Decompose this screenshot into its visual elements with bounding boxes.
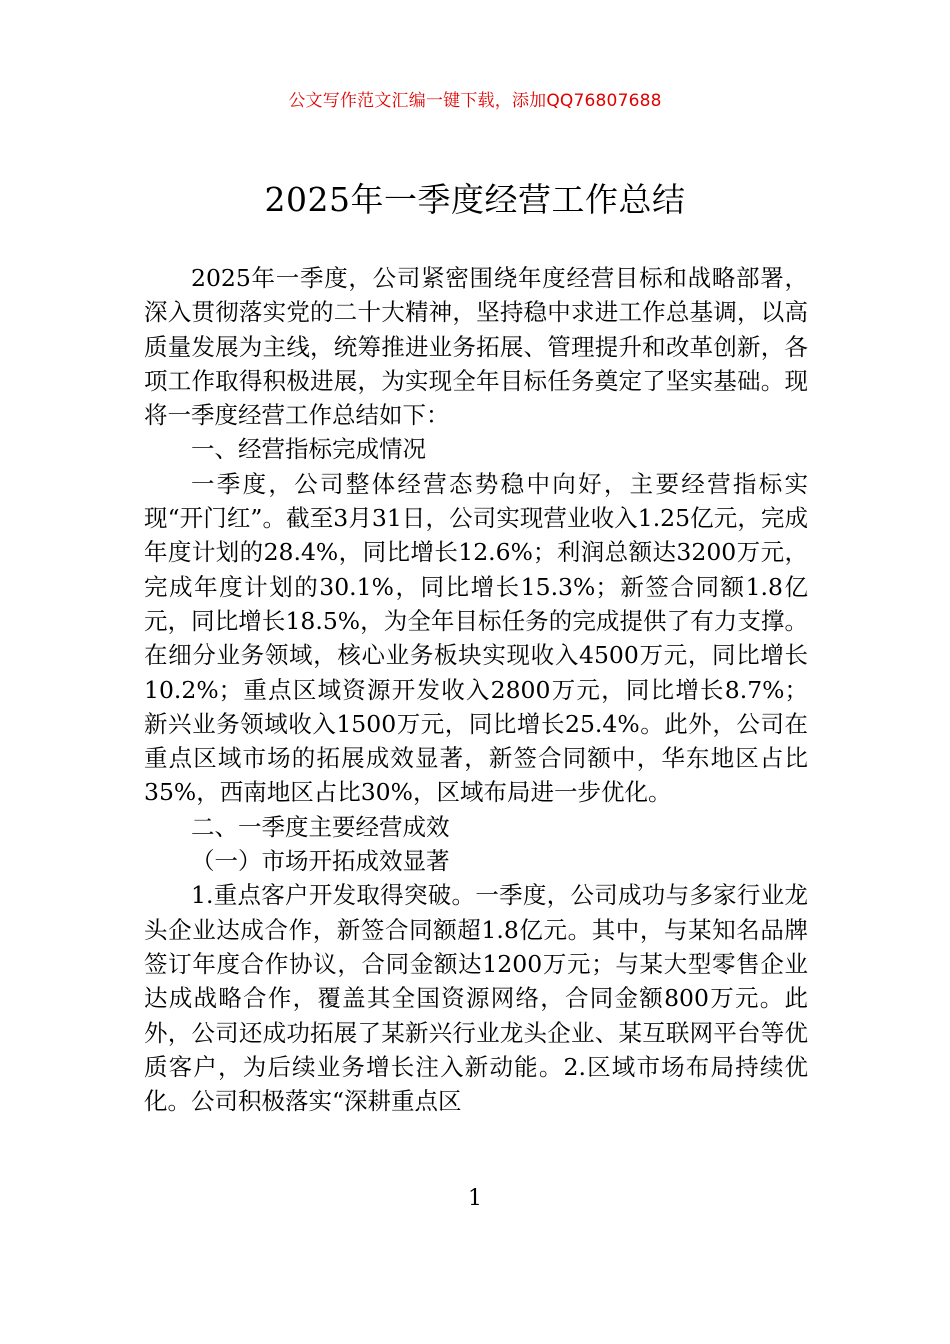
section-heading-2: 二、一季度主要经营成效 xyxy=(191,812,450,841)
market-paragraph: 1.重点客户开发取得突破。一季度，公司成功与多家行业龙头企业达成合作，新签合同额超1.8亿元。其中，与某知名品牌签订年度合作协议，合同金额达1200万元；与某大型零售企业达成战略合作，覆盖其全国资源网络，合同金额800万元。此外，公司还成功拓展了某新兴行业龙头企业、某互联网平台等优质客户，为后续业务增长注入新动能。2.区域市场布局持续优化。公司积极落实“深耕重点区 xyxy=(144,881,808,1116)
watermark-banner: 公文写作范文汇编一键下载，添加QQ76807688 xyxy=(288,91,662,111)
page-number: 1 xyxy=(468,1186,482,1211)
document-body xyxy=(144,261,808,1118)
section-heading-1: 一、经营指标完成情况 xyxy=(191,435,426,464)
document-title: 2025年一季度经营工作总结 xyxy=(264,180,686,219)
indicators-paragraph: 一季度，公司整体经营态势稳中向好，主要经营指标实现“开门红”。截至3月31日，公司实现营业收入1.25亿元，完成年度计划的28.4%，同比增长12.6%；利润总额达3200万元，完成年度计划的30.1%，同比增长15.3%；新签合同额1.8亿元，同比增长18.5%，为全年目标任务的完成提供了有力支撑。在细分业务领域，核心业务板块实现收入4500万元，同比增长10.2%；重点区域资源开发收入2800万元，同比增长8.7%；新兴业务领域收入1500万元，同比增长25.4%。此外，公司在重点区域市场的拓展成效显著，新签合同额中，华东地区占比35%，西南地区占比30%，区域布局进一步优化。 xyxy=(144,469,808,807)
subsection-heading-1: （一）市场开拓成效显著 xyxy=(191,847,450,876)
intro-paragraph: 2025年一季度，公司紧密围绕年度经营目标和战略部署，深入贯彻落实党的二十大精神，坚持稳中求进工作总基调，以高质量发展为主线，统筹推进业务拓展、管理提升和改革创新，各项工作取得积极进展，为实现全年目标任务奠定了坚实基础。现将一季度经营工作总结如下： xyxy=(144,264,808,430)
